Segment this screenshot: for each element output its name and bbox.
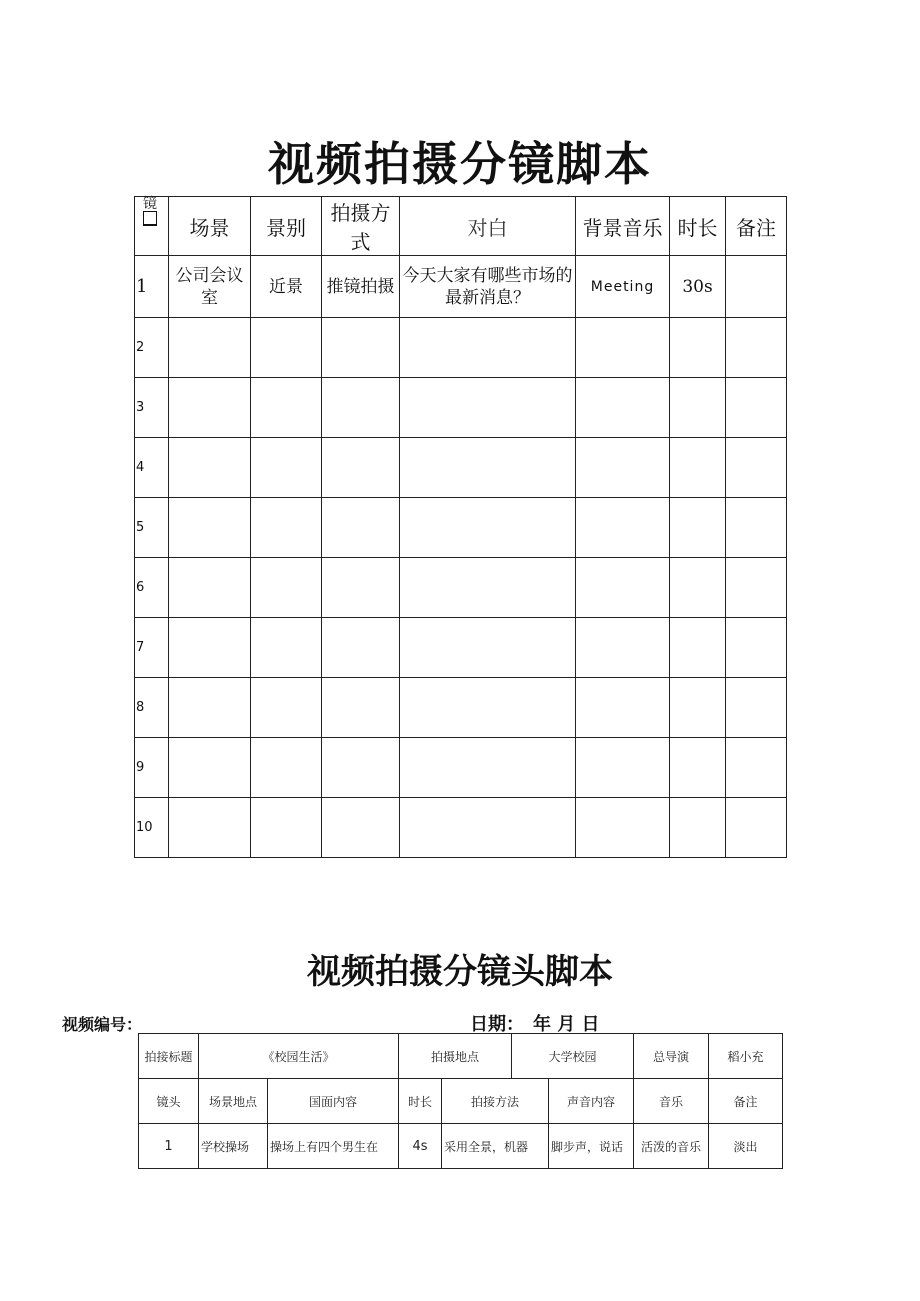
info-row [139,1034,783,1079]
table-row [135,798,787,858]
video-number-label: 视频编号： [62,1015,143,1034]
header-duration: 时长 [670,197,726,256]
cell-music: 活泼的音乐 [634,1124,709,1169]
header-sound: 声音内容 [549,1079,634,1124]
location-label: 拍摄地点 [399,1034,512,1079]
header-music: 背景音乐 [576,197,670,256]
row-number: 1 [135,256,169,318]
header-dialog: 对白 [400,197,576,256]
header-music: 音乐 [634,1079,709,1124]
cell-shot-type: 近景 [251,256,322,318]
row-number: 6 [135,558,169,618]
cell-music: Meeting [576,256,670,318]
table-row [135,678,787,738]
table-row [135,498,787,558]
header-shot-type: 景别 [251,197,322,256]
header-duration: 时长 [399,1079,442,1124]
title-label: 拍接标题 [139,1034,199,1079]
table-row [135,318,787,378]
cell-location: 学校操场 [199,1124,268,1169]
title-value: 《校园生活》 [199,1034,399,1079]
cell-duration: 30s [670,256,726,318]
page-title: 视频拍摄分镜脚本 [268,137,652,191]
header-location: 场景地点 [199,1079,268,1124]
date-label: 日期： 年 月 日 [470,1014,600,1035]
row-number: 9 [135,738,169,798]
header-notes: 备注 [709,1079,783,1124]
header-notes: 备注 [726,197,787,256]
cell-lens: 1 [139,1124,199,1169]
header-method: 拍接方法 [442,1079,549,1124]
row-number: 8 [135,678,169,738]
table-row [135,558,787,618]
row-number: 2 [135,318,169,378]
director-value: 稻小充 [709,1034,783,1079]
row-number: 4 [135,438,169,498]
shotlist-table [138,1033,783,1169]
table-row [135,256,787,318]
director-label: 总导演 [634,1034,709,1079]
table-header-row [139,1079,783,1124]
table-row [135,618,787,678]
header-scene: 场景 [169,197,251,256]
header-lens: 镜 [135,197,169,256]
row-number: 5 [135,498,169,558]
cell-content: 操场上有四个男生在 [268,1124,399,1169]
table-row [135,438,787,498]
table-header-row [135,197,787,256]
cell-duration: 4s [399,1124,442,1169]
cell-sound: 脚步声，说话 [549,1124,634,1169]
cell-method: 采用全景，机器 [442,1124,549,1169]
storyboard-table [134,196,787,858]
header-shoot-method: 拍摄方式 [322,197,400,256]
table-row [135,738,787,798]
row-number: 3 [135,378,169,438]
location-value: 大学校园 [512,1034,634,1079]
header-content: 国面内容 [268,1079,399,1124]
checkbox-icon [143,211,157,226]
header-lens: 镜头 [139,1079,199,1124]
row-number: 10 [135,798,169,858]
row-number: 7 [135,618,169,678]
cell-shoot-method: 推镜拍摄 [322,256,400,318]
cell-scene: 公司会议室 [169,256,251,318]
table-row [135,378,787,438]
cell-dialog: 今天大家有哪些市场的最新消息？ [400,256,576,318]
cell-notes: 淡出 [709,1124,783,1169]
table-row [139,1124,783,1169]
cell-notes [726,256,787,318]
section-title: 视频拍摄分镜头脚本 [307,952,613,992]
